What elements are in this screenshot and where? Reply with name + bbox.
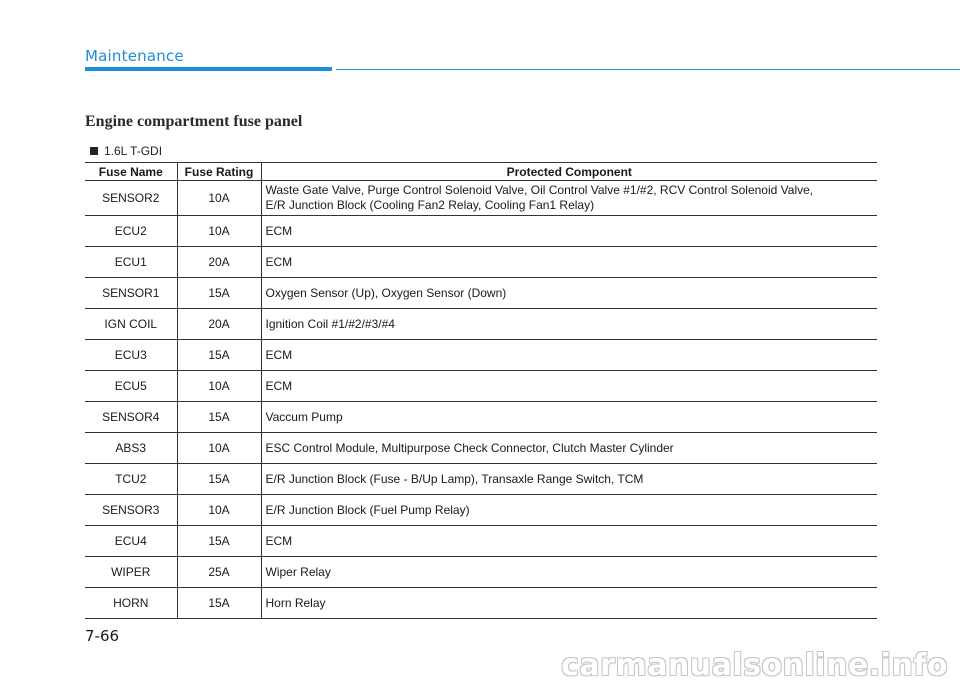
- table-row: [85, 181, 877, 216]
- protected-component-line: ECM: [265, 347, 293, 362]
- protected-component-cell: [261, 588, 877, 619]
- table-row: [85, 588, 877, 619]
- protected-component-line: E/R Junction Block (Cooling Fan2 Relay, Cooling Fan1 Relay): [265, 198, 595, 212]
- fuse-name-cell: SENSOR1: [85, 278, 177, 309]
- protected-component-line: ECM: [265, 533, 293, 548]
- table-row: [85, 216, 877, 247]
- table-row: [85, 247, 877, 278]
- protected-component-cell: [261, 278, 877, 309]
- fuse-table-body: [85, 181, 877, 619]
- section-header: Maintenance: [85, 47, 184, 65]
- column-header-fuse-name: Fuse Name: [85, 163, 177, 181]
- table-row: [85, 557, 877, 588]
- fuse-rating-cell: 10A: [177, 371, 261, 402]
- fuse-rating-cell: 15A: [177, 402, 261, 433]
- table-row: [85, 433, 877, 464]
- fuse-name-cell: ECU5: [85, 371, 177, 402]
- fuse-name-cell: ECU3: [85, 340, 177, 371]
- protected-component-line: E/R Junction Block (Fuse - B/Up Lamp), Transaxle Range Switch, TCM: [265, 471, 644, 486]
- protected-component-line: Oxygen Sensor (Up), Oxygen Sensor (Down): [265, 285, 507, 300]
- protected-component-line: Ignition Coil #1/#2/#3/#4: [265, 316, 395, 331]
- fuse-rating-cell: 20A: [177, 247, 261, 278]
- fuse-name-cell: ABS3: [85, 433, 177, 464]
- protected-component-cell: [261, 526, 877, 557]
- column-header-fuse-rating: Fuse Rating: [177, 163, 261, 181]
- protected-component-cell: [261, 216, 877, 247]
- fuse-name-cell: SENSOR2: [85, 181, 177, 216]
- header-rule-thin: [336, 69, 960, 70]
- engine-variant-label: 1.6L T-GDI: [104, 144, 163, 158]
- fuse-rating-cell: 15A: [177, 526, 261, 557]
- protected-component-line: Waste Gate Valve, Purge Control Solenoid Valve, Oil Control Valve #1/#2, RCV Control Solenoid Valve,: [265, 183, 814, 197]
- fuse-rating-cell: 10A: [177, 433, 261, 464]
- table-row: [85, 402, 877, 433]
- column-header-protected-component: Protected Component: [261, 163, 877, 181]
- page-title: Engine compartment fuse panel: [85, 113, 303, 130]
- protected-component-line: Wiper Relay: [265, 564, 331, 579]
- fuse-name-cell: TCU2: [85, 464, 177, 495]
- protected-component-line: ESC Control Module, Multipurpose Check Connector, Clutch Master Cylinder: [265, 440, 674, 455]
- protected-component-cell: [261, 402, 877, 433]
- fuse-rating-cell: 15A: [177, 340, 261, 371]
- protected-component-line: Horn Relay: [265, 595, 326, 610]
- engine-variant: [90, 144, 162, 158]
- protected-component-line: E/R Junction Block (Fuel Pump Relay): [265, 502, 470, 517]
- protected-component-line: ECM: [265, 378, 293, 393]
- fuse-table: [85, 162, 877, 619]
- fuse-rating-cell: 25A: [177, 557, 261, 588]
- table-row: [85, 278, 877, 309]
- fuse-rating-cell: 15A: [177, 278, 261, 309]
- protected-component-cell: [261, 557, 877, 588]
- fuse-name-cell: ECU4: [85, 526, 177, 557]
- fuse-name-cell: ECU1: [85, 247, 177, 278]
- protected-component-cell: [261, 181, 877, 216]
- fuse-rating-cell: 20A: [177, 309, 261, 340]
- protected-component-line: Vaccum Pump: [265, 409, 343, 424]
- page-number: 7-66: [85, 627, 120, 645]
- fuse-rating-cell: 15A: [177, 464, 261, 495]
- protected-component-line: ECM: [265, 254, 293, 269]
- protected-component-cell: [261, 433, 877, 464]
- fuse-name-cell: ECU2: [85, 216, 177, 247]
- fuse-name-cell: SENSOR3: [85, 495, 177, 526]
- square-bullet-icon: [90, 147, 98, 155]
- protected-component-cell: [261, 309, 877, 340]
- fuse-rating-cell: 10A: [177, 216, 261, 247]
- protected-component-cell: [261, 247, 877, 278]
- protected-component-cell: [261, 340, 877, 371]
- table-header-row: [85, 163, 877, 181]
- protected-component-cell: [261, 371, 877, 402]
- fuse-name-cell: WIPER: [85, 557, 177, 588]
- table-row: [85, 495, 877, 526]
- table-row: [85, 526, 877, 557]
- fuse-name-cell: SENSOR4: [85, 402, 177, 433]
- table-row: [85, 309, 877, 340]
- table-row: [85, 464, 877, 495]
- fuse-name-cell: HORN: [85, 588, 177, 619]
- protected-component-line: ECM: [265, 223, 293, 238]
- fuse-name-cell: IGN COIL: [85, 309, 177, 340]
- protected-component-cell: [261, 464, 877, 495]
- fuse-rating-cell: 15A: [177, 588, 261, 619]
- header-rule-thick: [85, 67, 332, 71]
- table-row: [85, 371, 877, 402]
- table-row: [85, 340, 877, 371]
- fuse-rating-cell: 10A: [177, 181, 261, 216]
- watermark: carmanualsonline.info: [561, 648, 948, 683]
- fuse-rating-cell: 10A: [177, 495, 261, 526]
- protected-component-cell: [261, 495, 877, 526]
